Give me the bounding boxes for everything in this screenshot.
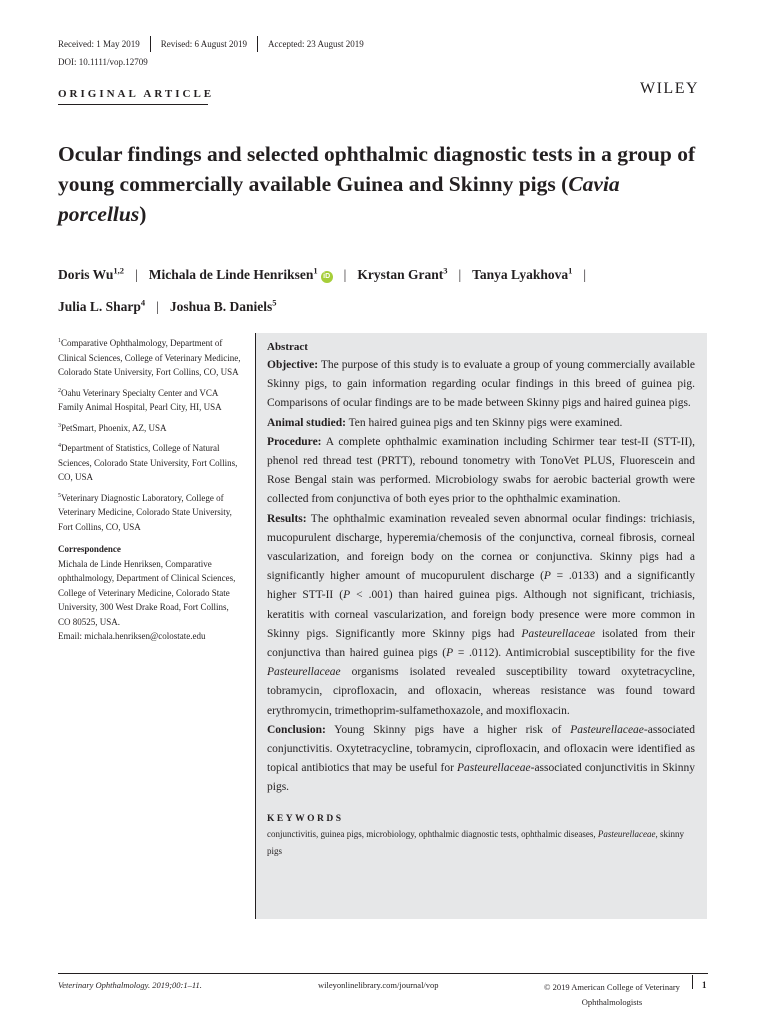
accepted-date: Accepted: 23 August 2019 — [268, 39, 364, 49]
affiliation: $^5$Veterinary Diagnostic Laboratory, College of Veterinary Medicine, Colorado State University, Fort Collins, CO, USA — [58, 492, 232, 532]
footer-journal: Veterinary Ophthalmology. 2019;00:1–11. — [58, 980, 202, 990]
abstract-rule — [255, 333, 256, 919]
date-divider — [150, 36, 151, 52]
author[interactable]: Joshua B. Daniels$^5$ — [169, 297, 277, 314]
section-label: ORIGINAL ARTICLE — [58, 88, 215, 100]
author[interactable]: Michala de Linde Henriksen$^1$ — [148, 265, 318, 282]
author[interactable]: Doris Wu$^{1,2}$ — [58, 265, 125, 282]
abstract-animals: Animal studied: Ten haired guinea pigs and ten Skinny pigs were examined. — [267, 416, 623, 429]
publisher-logo: WILEY — [640, 80, 700, 97]
title-text: Ocular findings and selected ophthalmic diagnostic tests in a group of young commercially available Guinea and Skinny pigs ( — [58, 142, 696, 196]
revised-date: Revised: 6 August 2019 — [160, 39, 247, 49]
title-close: ) — [139, 202, 147, 226]
footer-url[interactable]: wileyonlinelibrary.com/journal/vop — [318, 980, 439, 990]
footer-divider — [692, 975, 693, 989]
author[interactable]: Tanya Lyakhova$^1$ — [472, 265, 573, 282]
section-rule — [58, 104, 208, 105]
affiliations — [58, 334, 243, 644]
article-title — [58, 139, 708, 229]
abstract-objective: Objective: The purpose of this study is to evaluate a group of young commercially available Skinny pigs, to gain information regarding ocular findings in this breed of guinea pig. Comparisons of ocular findings are to be made between Skinny pigs and haired guinea pigs. — [267, 359, 695, 410]
abstract-results: Results: The ophthalmic examination revealed seven abnormal ocular findings: trichiasis, mucopurulent discharge, hyperemia/chemosis of the conjunctiva, corneal fibrosis, corneal vascularization, and foreign body on the cornea or conjunctiva. Skinny pigs had a significantly higher amount of mucopurulent discharge (P = .0133) and a significantly higher STT-II (P < .001) than haired guinea pigs. Although not significant, trichiasis, keratitis with corneal vascularization, and foreign body presence were more common in Skinny pigs. Significantly more Skinny pigs had Pasteurellaceae isolated from their conjunctiva than haired guinea pigs (P = .0112). Antimicrobial susceptibility for the five Pasteurellaceae organisms isolated revealed susceptibility toward oxytetracycline, tobramycin, ciprofloxacin, and ofloxacin, whereas resistance was found toward erythromycin, trimethoprim-sulfamethoxazole, and moxifloxacin. — [267, 512, 696, 717]
orcid-icon[interactable]: iD — [321, 271, 333, 283]
doi[interactable]: DOI: 10.1111/vop.12709 — [58, 57, 148, 67]
correspondence — [58, 542, 243, 644]
keywords-heading: KEYWORDS — [267, 813, 344, 824]
received-date: Received: 1 May 2019 — [58, 39, 140, 49]
date-divider — [257, 36, 258, 52]
affiliation: $^3$PetSmart, Phoenix, AZ, USA — [58, 422, 167, 433]
abstract-procedure: Procedure: A complete ophthalmic examination including Schirmer tear test-II (STT-II), phenol red thread test (PRTT), rebound tonometry with TonoVet PLUS, Fluorescein and Rose Bengal stain was performed. Microbiology swabs for aerobic bacterial growth were collected from conjunctiva of both eyes prior to the ophthalmic examination. — [267, 435, 695, 506]
keywords: conjunctivitis, guinea pigs, microbiology, ophthalmic diagnostic tests, ophthalmic diseases, Pasteurellaceae, skinny pigs — [267, 828, 685, 856]
correspondence-heading: Correspondence — [58, 544, 121, 554]
title-species: Cavia porcellus — [58, 172, 620, 226]
abstract-box — [255, 333, 707, 919]
abstract-conclusion: Conclusion: Young Skinny pigs have a higher risk of Pasteurellaceae-associated conjunctivitis. Oxytetracycline, tobramycin, ciprofloxacin, and ofloxacin were identified as topical antibiotics that may be useful for Pasteurellaceae-associated conjunctivitis in Skinny pigs. — [267, 723, 695, 794]
author[interactable]: Julia L. Sharp$^4$ — [58, 297, 146, 314]
abstract-heading: Abstract — [267, 341, 308, 353]
affiliation: $^2$Oahu Veterinary Specialty Center and VCA Family Animal Hospital, Pearl City, HI, USA — [58, 387, 222, 412]
article-dates — [58, 37, 374, 51]
page-number: 1 — [702, 980, 707, 990]
correspondence-address: Michala de Linde Henriksen, Comparative ophthalmology, Department of Clinical Sciences, College of Veterinary Medicine, Colorado State University, 300 West Drake Road, Fort Collins, CO 80525, USA. — [58, 558, 236, 627]
footer-rule — [58, 973, 708, 974]
correspondence-email[interactable]: Email: michala.henriksen@colostate.edu — [58, 631, 206, 641]
affiliation: $^4$Department of Statistics, College of Natural Sciences, Colorado State University, Fort Collins, CO, USA — [58, 443, 238, 482]
author-list: Doris Wu$^{1,2}$ | Michala de Linde Henriksen$^1$iD | Krystan Grant$^3$ | Tanya Lyakhova$^1$ | Julia L. Sharp$^4$ | Joshua B. Daniels$^5$ — [58, 265, 587, 314]
footer-copyright: © 2019 American College of Veterinary Ophthalmologists — [544, 982, 680, 1007]
author[interactable]: Krystan Grant$^3$ — [357, 265, 448, 282]
affiliation: $^1$Comparative Ophthalmology, Department of Clinical Sciences, College of Veterinary Medicine, Colorado State University, Fort Collins, CO, USA — [58, 338, 241, 377]
